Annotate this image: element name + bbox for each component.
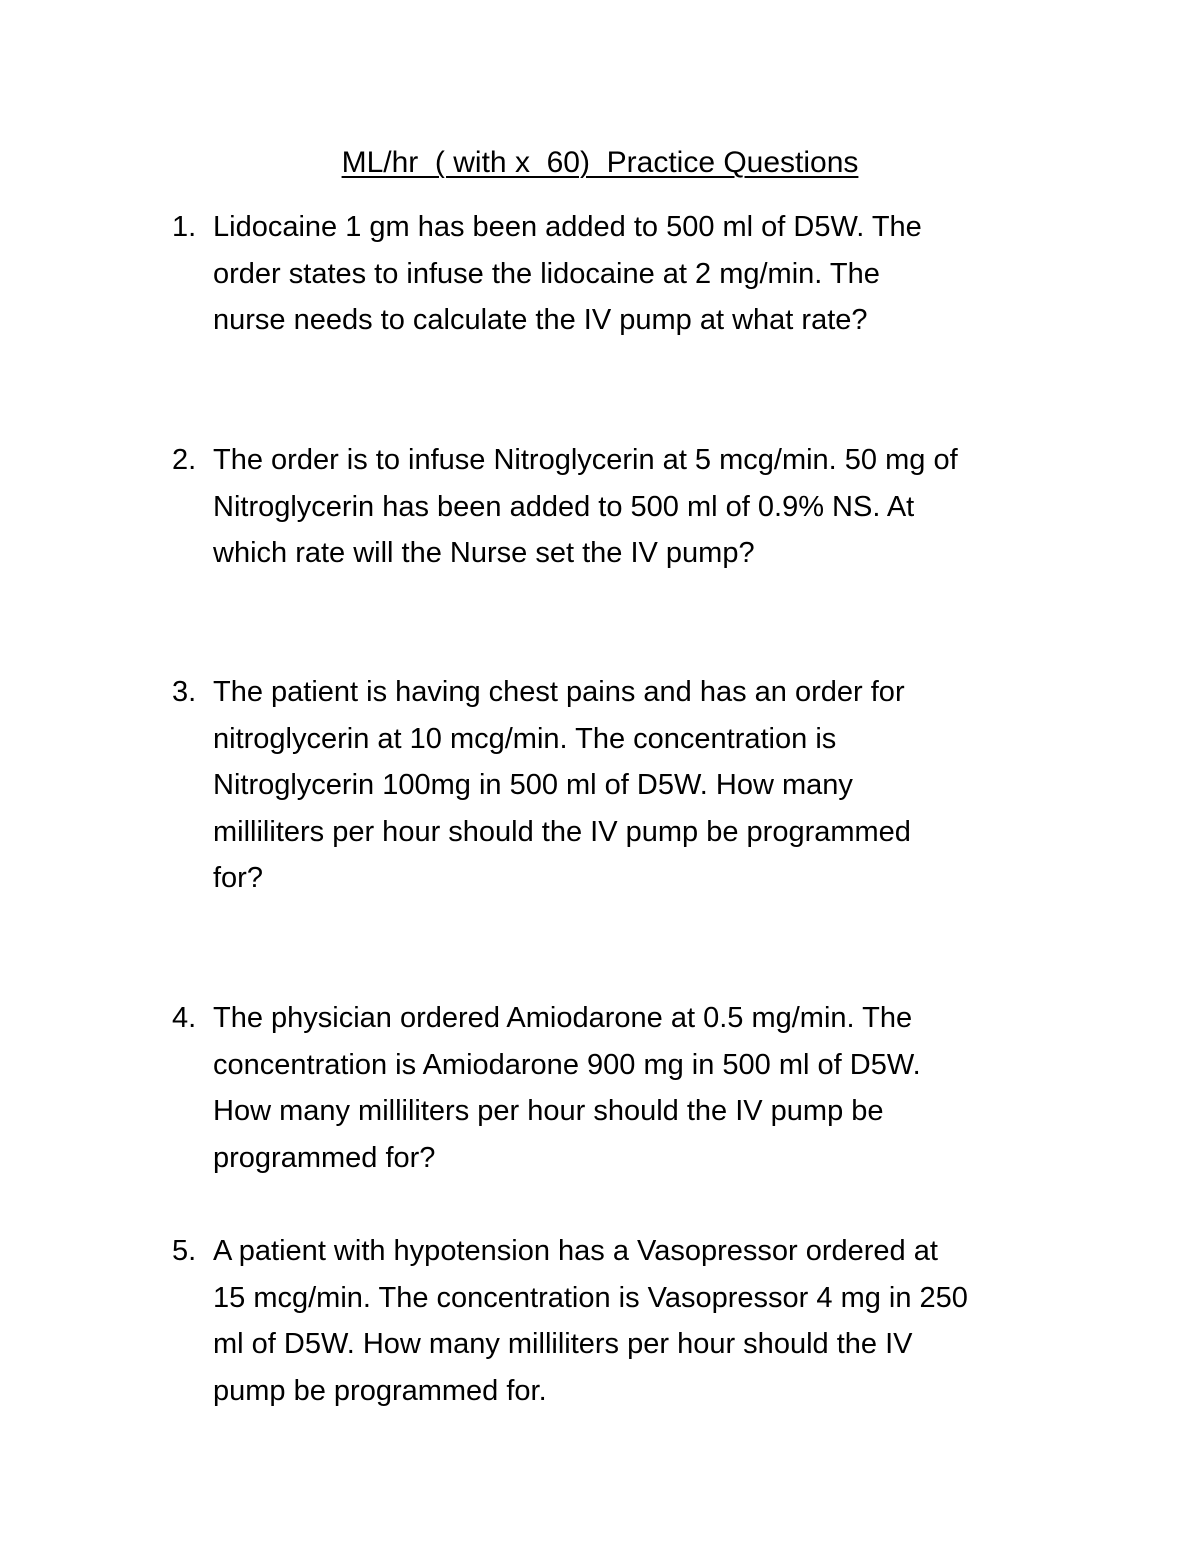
question-item bbox=[172, 1228, 1072, 1414]
document-title: ML/hr ( with x 60) Practice Questions bbox=[341, 146, 859, 179]
question-text: The patient is having chest pains and has an order for nitroglycerin at 10 mcg/min. The concentration is Nitroglycerin 100mg in 500 ml of D5W. How many milliliters per hour should the IV pump be programmed for? bbox=[213, 676, 911, 894]
question-number: 5. bbox=[172, 1235, 197, 1267]
question-number: 1. bbox=[172, 211, 197, 243]
question-item bbox=[172, 995, 1072, 1181]
question-text: Lidocaine 1 gm has been added to 500 ml of D5W. The order states to infuse the lidocaine at 2 mg/min. The nurse needs to calculate the IV pump at what rate? bbox=[213, 211, 922, 336]
question-item bbox=[172, 204, 1072, 344]
question-item bbox=[172, 669, 1072, 902]
question-text: A patient with hypotension has a Vasopressor ordered at 15 mcg/min. The concentration is Vasopressor 4 mg in 250 ml of D5W. How many milliliters per hour should the IV pump be programmed for. bbox=[213, 1235, 968, 1407]
question-text: The order is to infuse Nitroglycerin at 5 mcg/min. 50 mg of Nitroglycerin has been added to 500 ml of 0.9% NS. At which rate will the Nurse set the IV pump? bbox=[213, 444, 958, 569]
question-number: 4. bbox=[172, 1002, 197, 1034]
question-number: 3. bbox=[172, 676, 197, 708]
question-text: The physician ordered Amiodarone at 0.5 mg/min. The concentration is Amiodarone 900 mg in 500 ml of D5W. How many milliliters per hour should the IV pump be programmed for? bbox=[213, 1002, 921, 1174]
question-item bbox=[172, 437, 1072, 577]
question-number: 2. bbox=[172, 444, 197, 476]
